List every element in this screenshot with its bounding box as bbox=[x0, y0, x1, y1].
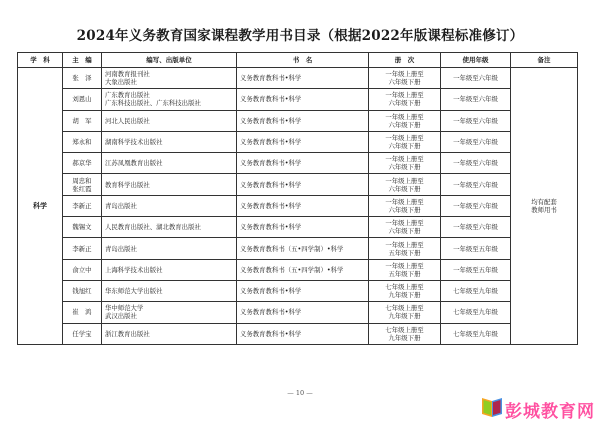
header-note: 备注 bbox=[511, 53, 578, 68]
publisher-cell: 广东教育出版社 广东科技出版社、广东科技出版社 bbox=[102, 89, 237, 110]
editor-cell: 刘恩山 bbox=[63, 89, 102, 110]
volume-cell: 七年级上册至 九年级下册 bbox=[369, 302, 441, 323]
table-row bbox=[18, 302, 578, 323]
editor-cell: 李新正 bbox=[63, 238, 102, 259]
header-publisher: 编写、出版单位 bbox=[102, 53, 237, 68]
book-title-cell: 义务教育教科书•科学 bbox=[237, 323, 369, 344]
book-title-cell: 义务教育教科书（五•四学制）•科学 bbox=[237, 238, 369, 259]
publisher-cell: 人民教育出版社、湖北教育出版社 bbox=[102, 217, 237, 238]
volume-cell: 一年级上册至 六年级下册 bbox=[369, 110, 441, 131]
publisher-cell: 青岛出版社 bbox=[102, 238, 237, 259]
volume-cell: 七年级上册至 九年级下册 bbox=[369, 280, 441, 301]
volume-cell: 一年级上册至 六年级下册 bbox=[369, 217, 441, 238]
grade-cell: 一年级至五年级 bbox=[441, 238, 511, 259]
grade-cell: 一年级至六年级 bbox=[441, 131, 511, 152]
editor-cell: 任学宝 bbox=[63, 323, 102, 344]
volume-cell: 一年级上册至 六年级下册 bbox=[369, 174, 441, 195]
header-subject: 学 科 bbox=[18, 53, 63, 68]
publisher-cell: 江苏凤凰教育出版社 bbox=[102, 153, 237, 174]
editor-cell: 魏锡文 bbox=[63, 217, 102, 238]
book-title-cell: 义务教育教科书•科学 bbox=[237, 131, 369, 152]
book-title-cell: 义务教育教科书•科学 bbox=[237, 89, 369, 110]
publisher-cell: 湖南科学技术出版社 bbox=[102, 131, 237, 152]
book-title-cell: 义务教育教科书•科学 bbox=[237, 153, 369, 174]
table-row bbox=[18, 217, 578, 238]
table-row bbox=[18, 174, 578, 195]
open-book-icon bbox=[480, 396, 504, 418]
editor-cell: 崔 鸿 bbox=[63, 302, 102, 323]
header-grade: 使用年级 bbox=[441, 53, 511, 68]
volume-cell: 一年级上册至 六年级下册 bbox=[369, 153, 441, 174]
table-row bbox=[18, 153, 578, 174]
book-title-cell: 义务教育教科书•科学 bbox=[237, 302, 369, 323]
subject-cell: 科学 bbox=[18, 68, 63, 345]
editor-cell: 郝京华 bbox=[63, 153, 102, 174]
table-row bbox=[18, 280, 578, 301]
header-editor: 主 编 bbox=[63, 53, 102, 68]
book-title-cell: 义务教育教科书•科学 bbox=[237, 68, 369, 89]
page-number: — 10 — bbox=[287, 389, 313, 397]
publisher-cell: 河北人民出版社 bbox=[102, 110, 237, 131]
publisher-cell: 上海科学技术出版社 bbox=[102, 259, 237, 280]
grade-cell: 一年级至六年级 bbox=[441, 153, 511, 174]
grade-cell: 一年级至六年级 bbox=[441, 68, 511, 89]
volume-cell: 一年级上册至 六年级下册 bbox=[369, 89, 441, 110]
publisher-cell: 河南教育报刊社 大象出版社 bbox=[102, 68, 237, 89]
volume-cell: 七年级上册至 九年级下册 bbox=[369, 323, 441, 344]
book-title-cell: 义务教育教科书•科学 bbox=[237, 217, 369, 238]
publisher-cell: 华东师范大学出版社 bbox=[102, 280, 237, 301]
table-row bbox=[18, 131, 578, 152]
volume-cell: 一年级上册至 六年级下册 bbox=[369, 131, 441, 152]
table-row bbox=[18, 110, 578, 131]
watermark bbox=[480, 394, 598, 420]
grade-cell: 七年级至九年级 bbox=[441, 323, 511, 344]
editor-cell: 俞立中 bbox=[63, 259, 102, 280]
volume-cell: 一年级上册至 五年级下册 bbox=[369, 259, 441, 280]
table-row bbox=[18, 195, 578, 216]
volume-cell: 一年级上册至 五年级下册 bbox=[369, 238, 441, 259]
table-row bbox=[18, 89, 578, 110]
book-title-cell: 义务教育教科书（五•四学制）•科学 bbox=[237, 259, 369, 280]
book-title-cell: 义务教育教科书•科学 bbox=[237, 195, 369, 216]
grade-cell: 一年级至六年级 bbox=[441, 174, 511, 195]
editor-cell: 钱旭红 bbox=[63, 280, 102, 301]
table-row bbox=[18, 68, 578, 89]
table-row bbox=[18, 259, 578, 280]
book-title-cell: 义务教育教科书•科学 bbox=[237, 110, 369, 131]
grade-cell: 一年级至六年级 bbox=[441, 89, 511, 110]
table-header-row bbox=[18, 53, 578, 68]
grade-cell: 一年级至六年级 bbox=[441, 195, 511, 216]
grade-cell: 一年级至六年级 bbox=[441, 217, 511, 238]
publisher-cell: 青岛出版社 bbox=[102, 195, 237, 216]
watermark-text: 彭城教育网 bbox=[505, 402, 595, 422]
grade-cell: 七年级至九年级 bbox=[441, 302, 511, 323]
catalog-table bbox=[17, 52, 578, 345]
editor-cell: 郑永和 bbox=[63, 131, 102, 152]
header-book-title: 书 名 bbox=[237, 53, 369, 68]
grade-cell: 一年级至六年级 bbox=[441, 110, 511, 131]
page-title: 2024年义务教育国家课程教学用书目录（根据2022年版课程标准修订） bbox=[76, 28, 524, 44]
editor-cell: 胡 军 bbox=[63, 110, 102, 131]
note-cell: 均有配套 教师用书 bbox=[511, 68, 578, 345]
editor-cell: 周忠和 张红霞 bbox=[63, 174, 102, 195]
volume-cell: 一年级上册至 六年级下册 bbox=[369, 195, 441, 216]
editor-cell: 张 泽 bbox=[63, 68, 102, 89]
book-title-cell: 义务教育教科书•科学 bbox=[237, 174, 369, 195]
volume-cell: 一年级上册至 六年级下册 bbox=[369, 68, 441, 89]
table-row bbox=[18, 238, 578, 259]
table-row bbox=[18, 323, 578, 344]
publisher-cell: 教育科学出版社 bbox=[102, 174, 237, 195]
book-title-cell: 义务教育教科书•科学 bbox=[237, 280, 369, 301]
header-volume: 册 次 bbox=[369, 53, 441, 68]
grade-cell: 一年级至五年级 bbox=[441, 259, 511, 280]
publisher-cell: 华中师范大学 武汉出版社 bbox=[102, 302, 237, 323]
editor-cell: 李新正 bbox=[63, 195, 102, 216]
grade-cell: 七年级至九年级 bbox=[441, 280, 511, 301]
publisher-cell: 浙江教育出版社 bbox=[102, 323, 237, 344]
